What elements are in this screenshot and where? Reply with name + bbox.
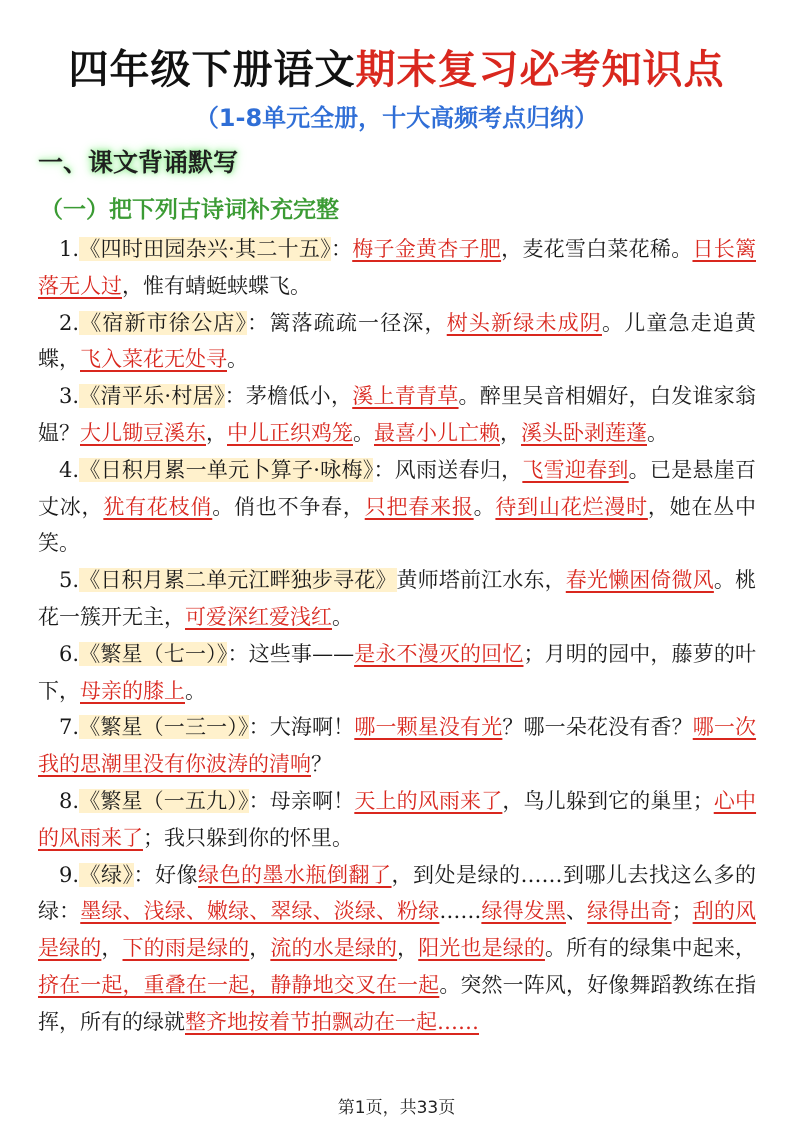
item-text: ； [671,899,693,924]
item-text: 黄师塔前江水东， [396,568,566,593]
answer-text: 飞入菜花无处寻 [80,347,227,372]
item-text: ， [101,936,123,961]
item-text: ，麦花雪白菜花稀。 [501,237,693,261]
poem-title: 《绿》 [79,862,134,887]
item-text: ： [330,237,353,261]
item-text: 。醉里吴音相媚好，白发谁家翁媪？ [38,384,756,445]
sub-heading: （一）把下列古诗词补充完整 [40,196,339,223]
item-text: ，她在丛中笑。 [38,494,756,556]
item-number: 9. [59,862,80,887]
item-text: 。所有的绿集中起来， [544,936,757,961]
item-text: ：茅檐低小， [224,384,353,409]
section-heading: 一、课文背诵默写 [38,148,239,177]
answer-text: 阳光也是绿的 [418,936,545,961]
poem-list [38,231,756,1041]
item-number: 8. [59,788,80,813]
item-text: 。 [332,604,353,629]
answer-text: 大儿锄豆溪东 [80,420,206,445]
poem-title: 《繁星（七一）》 [79,641,228,666]
item-text: 。 [647,420,668,445]
answer-text: 最喜小儿亡赖 [374,420,500,445]
answer-text: 母亲的膝上 [80,678,185,703]
item-text: 。桃花一簇开无主， [38,568,757,629]
item-text: …… [439,899,482,924]
answer-text: 刮的风是绿的 [38,899,756,961]
page-number: 第1页，共33页 [337,1098,456,1118]
item-number: 3. [59,384,80,409]
item-text: 。 [473,494,496,519]
poem-title: 《繁星（一五九）》 [79,788,249,813]
answer-text: 哪一颗星没有光 [354,715,503,740]
answer-text: 中儿正织鸡笼 [227,420,353,445]
poem-title: 《日积月累二单元江畔独步寻花》 [79,568,397,593]
poem-item [38,857,756,1041]
poem-item [38,452,756,562]
title-red: 期末复习必考知识点 [355,47,725,93]
item-text: ， [206,420,227,445]
answer-text: 树头新绿未成阴 [446,310,602,335]
answer-text: 是永不漫灭的回忆 [354,641,524,666]
item-text: ？哪一朵花没有香？ [502,715,693,740]
answer-text: 心中的风雨来了 [38,788,757,850]
poem-title: 《清平乐·村居》 [79,384,225,409]
item-text: ，到处是绿的……到哪儿去找这么多的绿： [38,862,757,924]
item-text: ：篱落疏疏一径深， [247,310,447,335]
answer-text: 溪上青青草 [352,384,459,409]
item-text: ：大海啊！ [248,715,355,740]
title-black: 四年级下册语文 [68,47,356,93]
item-number: 7. [59,715,80,740]
answer-text: 只把春来报 [364,494,474,519]
answer-text: 绿得发黑 [481,899,566,924]
answer-text: 整齐地按着节拍飘动在一起…… [185,1009,479,1034]
poem-item [38,709,756,783]
page-title [0,44,793,96]
item-text: 。 [353,420,374,445]
item-text: 。 [227,347,248,372]
poem-title: 《日积月累一单元卜算子·咏梅》 [79,457,374,482]
answer-text: 绿色的墨水瓶倒翻了 [198,862,392,887]
answer-text: 挤在一起，重叠在一起，静静地交叉在一起 [38,972,440,997]
item-text: ；我只躲到你的怀里。 [143,825,353,850]
answer-text: 墨绿、浅绿、嫩绿、翠绿、淡绿、粉绿 [80,899,440,924]
poem-item [38,783,756,857]
item-text: ，鸟儿躲到它的巢里； [502,788,714,813]
item-number: 6. [59,641,80,666]
item-number: 5. [59,568,80,593]
poem-title: 《繁星（一三一）》 [79,715,249,740]
poem-title: 《四时田园杂兴·其二十五》 [79,237,331,261]
answer-text: 犹有花枝俏 [103,494,213,519]
poem-item [38,305,756,379]
poem-item [38,231,756,305]
poem-item [38,562,756,636]
item-text: ：风雨送春归， [373,457,523,482]
item-text: ， [249,936,271,961]
item-number: 2. [59,310,80,335]
item-text: ：好像 [133,862,199,887]
answer-text: 日长篱落无人过 [38,237,756,298]
answer-text: 飞雪迎春到 [522,457,629,482]
answer-text: 春光懒困倚微风 [565,568,714,593]
item-text: ：母亲啊！ [248,788,355,813]
item-text: 。儿童急走追黄蝶， [38,310,757,372]
answer-text: 可爱深红爱浅红 [185,604,332,629]
item-text: 。突然一阵风，好像舞蹈教练在指挥，所有的绿就 [38,972,757,1034]
answer-text: 哪一次我的思潮里没有你波涛的清响 [38,715,757,777]
item-text: 。已是悬崖百丈冰， [38,457,756,519]
item-text: ：这些事—— [227,641,355,666]
poem-item [38,378,756,452]
item-text: ， [500,420,521,445]
answer-text: 待到山花烂漫时 [495,494,648,519]
poem-title: 《宿新市徐公店》 [79,310,248,335]
item-text: ， [397,936,419,961]
item-number: 4. [59,457,80,482]
page-subtitle: （1-8单元全册，十大高频考点归纳） [194,104,599,132]
item-text: 、 [566,899,588,924]
item-text: ？ [311,752,332,777]
answer-text: 绿得出奇 [587,899,672,924]
answer-text: 溪头卧剥莲蓬 [521,420,647,445]
item-text: 。 [185,678,206,703]
item-text: 。俏也不争春， [212,494,365,519]
answer-text: 梅子金黄杏子肥 [352,237,502,261]
item-number: 1. [59,237,80,261]
item-text: ，惟有蜻蜓蛱蝶飞。 [122,273,311,298]
item-text: ；月明的园中，藤萝的叶下， [38,641,757,703]
answer-text: 下的雨是绿的 [122,936,250,961]
answer-text: 流的水是绿的 [270,936,398,961]
poem-item [38,636,756,710]
answer-text: 天上的风雨来了 [354,788,503,813]
